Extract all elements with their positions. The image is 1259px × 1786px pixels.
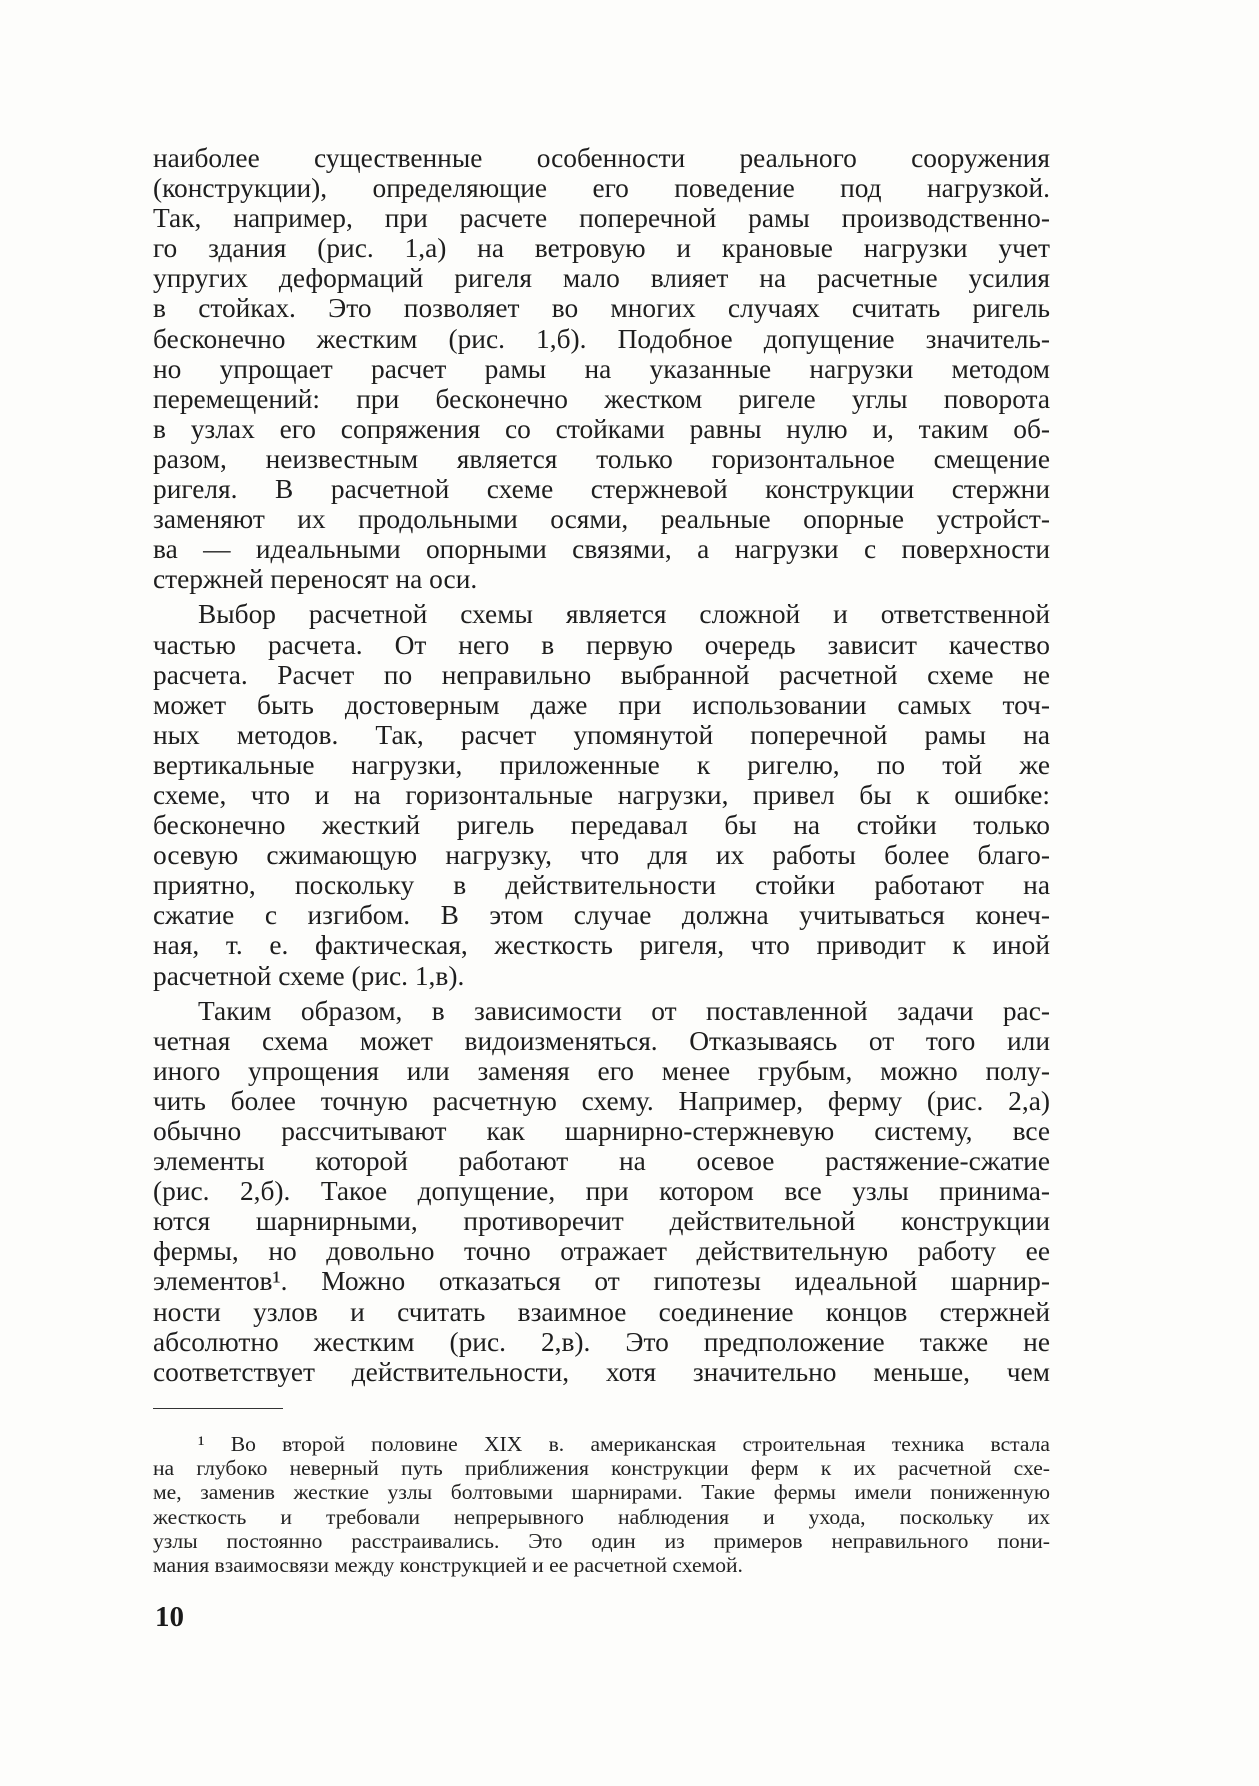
- text-line: абсолютно жестким (рис. 2,в). Это предположение также не: [153, 1326, 1050, 1357]
- text-line: соответствует действительности, хотя значительно меньше, чем: [153, 1356, 1050, 1387]
- footnote-line: на глубоко неверный путь приближения конструкции ферм к их расчетной схе-: [153, 1456, 1050, 1481]
- text-line: ются шарнирными, противоречит действительной конструкции: [153, 1206, 1050, 1237]
- footnote-divider: [153, 1408, 283, 1409]
- text-line: (конструкции), определяющие его поведение под нагрузкой.: [153, 173, 1050, 204]
- text-line: ригеля. В расчетной схеме стержневой конструкции стержни: [153, 474, 1050, 505]
- text-line: Так, например, при расчете поперечной рамы производственно-: [153, 203, 1050, 234]
- text-line: может быть достоверным даже при использовании самых точ-: [153, 689, 1050, 720]
- text-line: схеме, что и на горизонтальные нагрузки, привел бы к ошибке:: [153, 779, 1050, 810]
- text-line: бесконечно жестким (рис. 1,б). Подобное допущение значитель-: [153, 323, 1050, 354]
- footnote-line: мания взаимосвязи между конструкцией и ее расчетной схемой.: [153, 1553, 743, 1578]
- footnote-line: ме, заменив жесткие узлы болтовыми шарнирами. Такие фермы имели пониженную: [153, 1480, 1050, 1505]
- text-line: (рис. 2,б). Такое допущение, при котором все узлы принима-: [153, 1176, 1050, 1207]
- text-line: ная, т. е. фактическая, жесткость ригеля, что приводит к иной: [153, 930, 1050, 961]
- footnote-line: ¹ Во второй половине XIX в. американская строительная техника встала: [198, 1432, 1050, 1456]
- text-line: обычно рассчитывают как шарнирно-стержневую систему, все: [153, 1116, 1050, 1146]
- text-line: иного упрощения или заменяя его менее грубым, можно полу-: [153, 1055, 1050, 1086]
- text-line: элементов¹. Можно отказаться от гипотезы идеальной шарнир-: [153, 1266, 1050, 1297]
- text-line: сжатие с изгибом. В этом случае должна учитываться конеч-: [153, 900, 1050, 931]
- text-line: ности узлов и считать взаимное соединение концов стержней: [153, 1296, 1050, 1327]
- text-line: осевую сжимающую нагрузку, что для их работы более благо-: [153, 840, 1050, 871]
- text-line: элементы которой работают на осевое растяжение-сжатие: [153, 1146, 1050, 1177]
- text-line: перемещений: при бесконечно жестком ригеле углы поворота: [153, 383, 1050, 414]
- text-line: Таким образом, в зависимости от поставленной задачи рас-: [198, 995, 1050, 1026]
- paragraph-2: [153, 599, 1050, 990]
- paragraph-3: [153, 996, 1050, 1387]
- text-line: стержней переносят на оси.: [153, 564, 478, 595]
- text-line: приятно, поскольку в действительности стойки работают на: [153, 870, 1050, 901]
- text-line: го здания (рис. 1,а) на ветровую и крановые нагрузки учет: [153, 233, 1050, 264]
- text-line: ва — идеальными опорными связями, а нагрузки с поверхности: [153, 534, 1050, 565]
- text-line: чить более точную расчетную схему. Например, ферму (рис. 2,а): [153, 1085, 1050, 1116]
- text-line: упругих деформаций ригеля мало влияет на расчетные усилия: [153, 263, 1050, 294]
- text-line: наиболее существенные особенности реального сооружения: [153, 143, 1050, 173]
- text-line: бесконечно жесткий ригель передавал бы на стойки только: [153, 810, 1050, 841]
- text-line: Выбор расчетной схемы является сложной и ответственной: [198, 599, 1050, 630]
- main-text: [153, 143, 1050, 1387]
- footnote-line: жесткость и требовали непрерывного наблюдения и ухода, поскольку их: [153, 1504, 1050, 1529]
- footnote: [153, 1432, 1050, 1577]
- text-line: разом, неизвестным является только горизонтальное смещение: [153, 443, 1050, 474]
- text-line: ных методов. Так, расчет упомянутой поперечной рамы на: [153, 719, 1050, 750]
- text-line: четная схема может видоизменяться. Отказываясь от того или: [153, 1025, 1050, 1056]
- text-line: в стойках. Это позволяет во многих случаях считать ригель: [153, 293, 1050, 324]
- text-line: фермы, но довольно точно отражает действительную работу ее: [153, 1236, 1050, 1267]
- text-line: заменяют их продольными осями, реальные опорные устройст-: [153, 504, 1050, 535]
- page-number: 10: [155, 1601, 184, 1633]
- paragraph-1: [153, 143, 1050, 594]
- text-line: вертикальные нагрузки, приложенные к ригелю, по той же: [153, 749, 1050, 780]
- text-line: в узлах его сопряжения со стойками равны нулю и, таким об-: [153, 413, 1050, 444]
- text-line: но упрощает расчет рамы на указанные нагрузки методом: [153, 353, 1050, 384]
- footnote-line: узлы постоянно расстраивались. Это один из примеров неправильного пони-: [153, 1528, 1050, 1553]
- text-line: расчета. Расчет по неправильно выбранной расчетной схеме не: [153, 659, 1050, 690]
- text-line: частью расчета. От него в первую очередь зависит качество: [153, 629, 1050, 660]
- text-line: расчетной схеме (рис. 1,в).: [153, 960, 465, 991]
